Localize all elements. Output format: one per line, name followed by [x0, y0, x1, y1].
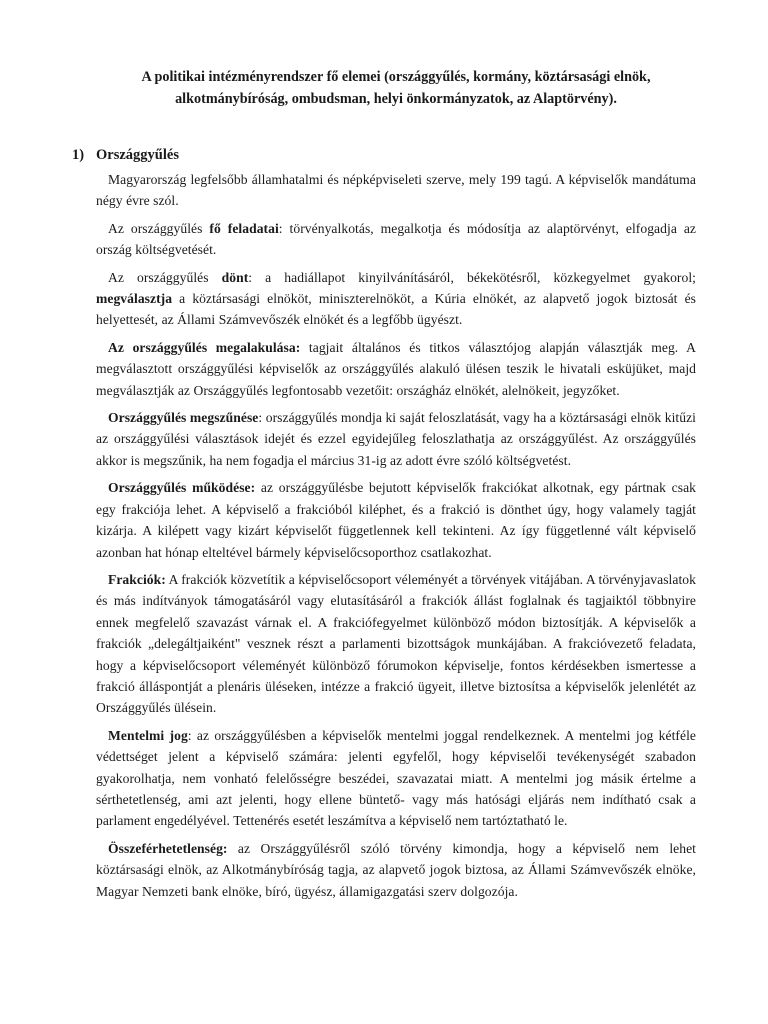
term-dissolution: Országgyűlés megszűnése	[108, 410, 259, 426]
paragraph-decides: Az országgyűlés dönt: a hadiállapot kinyilvánításáról, békekötésről, közkegyelmet gyakorol; megválasztja a köztársasági elnököt, miniszterelnököt, a Kúria elnökét, az alapvető jogok biztosát és helyettesét, az Állami Számvevőszék elnökét és a legfőbb ügyészt.	[96, 269, 696, 328]
paragraph-operation: Országgyűlés működése: az országgyűlésbe bejutott képviselők frakciókat alkotnak, egy pártnak csak egy frakciója lehet. A képviselő a frakcióból kiléphet, és a frakció is dönthet úgy, hogy valamely tagját kizárja. A kilépett vagy kizárt képviselőt függetlennek kell tekinteni. Az így függetlenné vált képviselő azonban hat hónap elteltével bármely képviselőcsoporthoz csatlakozhat.	[96, 480, 696, 560]
section-heading	[72, 145, 696, 165]
document-page	[72, 66, 696, 908]
term-incompatibility: Összeférhetetlenség:	[108, 840, 228, 856]
paragraph-formation: Az országgyűlés megalakulása: tagjait általános és titkos választójog alapján választják meg. A megválasztott országgyűlési képviselők az országgyűlés alakuló ülésen teszik le hivatali esküjüket, majd megválasztják az Országgyűlés legfontosabb vezetőit: országház elnökét, alelnökeit, jegyzőket.	[96, 339, 696, 398]
section-number: 1)	[72, 147, 85, 163]
section-title: Országgyűlés	[96, 147, 179, 163]
term-elects: megválasztja	[96, 291, 173, 307]
term-main-tasks: fő feladatai	[209, 220, 279, 236]
paragraph-immunity: Mentelmi jog: az országgyűlésben a képviselők mentelmi joggal rendelkeznek. A mentelmi jog kétféle védettséget jelent a képviselő számára: jelenti egyfelől, hogy képviselői tevékenységét szabadon gyakorolhatja, nem vonható felelősségre beszédei, szavazatai miatt. A mentelmi jog másik értelme a sérthetetlenség, ami azt jelenti, hogy ellene büntető- vagy más hatósági eljárás nem indítható csak a parlament engedélyével. Tettenérés esetét leszámítva a képviselő nem tartóztatható le.	[96, 727, 696, 829]
term-operation: Országgyűlés működése:	[108, 480, 256, 496]
paragraph-intro: Magyarország legfelsőbb államhatalmi és népképviseleti szerve, mely 199 tagú. A képviselők mandátuma négy évre szól.	[96, 172, 696, 209]
term-decides: dönt	[221, 269, 249, 285]
term-factions: Frakciók:	[108, 571, 166, 587]
paragraph-dissolution: Országgyűlés megszűnése: országgyűlés mondja ki saját feloszlatását, vagy ha a köztársasági elnök kitűzi az országgyűlési választások idejét és ezzel egyidejűleg feloszlathatja az országgyűlést. Az országgyűlés akkor is megszűnik, ha nem fogadja el március 31-ig az adott évre szóló költségvetést.	[96, 410, 696, 468]
paragraph-main-tasks: Az országgyűlés fő feladatai: törvényalkotás, megalkotja és módosítja az alaptörvényt, elfogadja az ország költségvetését.	[96, 220, 696, 258]
term-immunity: Mentelmi jog	[108, 727, 188, 743]
document-title: A politikai intézményrendszer fő elemei (országgyűlés, kormány, köztársasági elnök, alkotmánybíróság, ombudsman, helyi önkormányzatok, az Alaptörvény).	[141, 69, 651, 107]
paragraph-incompatibility: Összeférhetetlenség: az Országgyűlésről szóló törvény kimondja, hogy a képviselő nem lehet köztársasági elnök, az Alkotmánybíróság tagja, az alapvető jogok biztosa, az Állami Számvevőszék elnöke, Magyar Nemzeti bank elnöke, bíró, ügyész, államigazgatási szerv dolgozója.	[96, 840, 696, 899]
paragraph-factions: Frakciók: A frakciók közvetítik a képviselőcsoport véleményét a törvények vitájában. A törvényjavaslatok és más indítványok támogatásáról vagy elutasításáról a frakciók állást foglalnak és tagjaiktól többnyire ennek megfelelő szavazást várnak el. A frakciófegyelmet különböző módon biztosítják. A képviselők a frakciók „delegáltjaiként" vesznek részt a parlamenti bizottságok munkájában. A frakcióvezető feladata, hogy a képviselőcsoport véleményét különböző fórumokon képviselje, fontos kérdésekben ismertesse a frakció álláspontját a plenáris üléseken, intézze a frakció ügyeit, illetve biztosítsa a képviselők jelenlétét az Országgyűlés ülésein.	[96, 571, 696, 716]
term-formation: Az országgyűlés megalakulása:	[108, 339, 301, 355]
